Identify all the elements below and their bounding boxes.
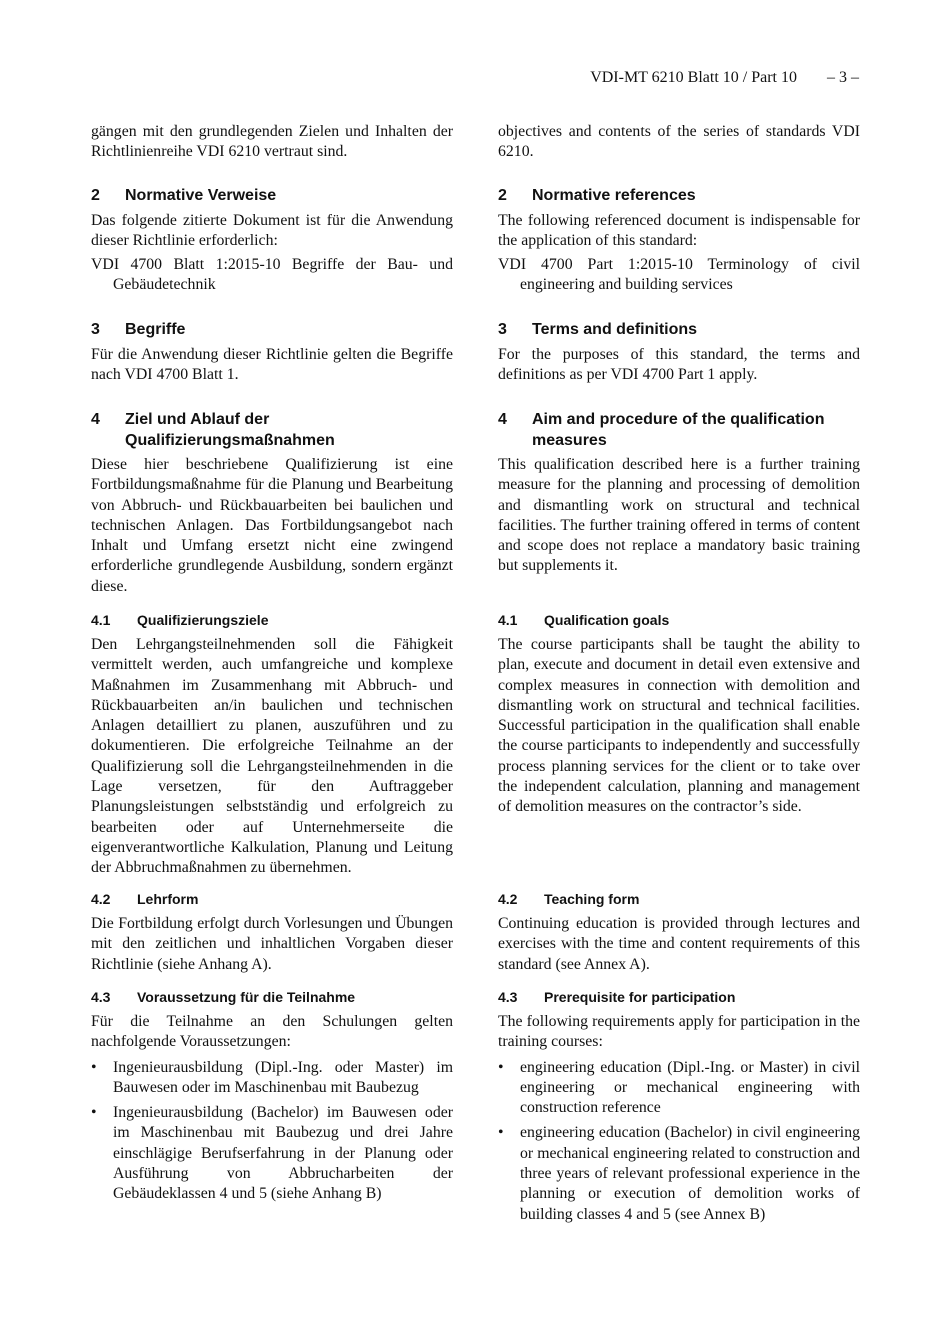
section-2 [498,186,860,296]
section-text: This qualification described here is a further training measure for the planning and processing of demolition and dismantling work on structural and technical facilities. The further training offered in terms of content and scope does not replace a mandatory basic training but supplements it. [498,456,860,575]
section-heading: 2 Normative references [498,187,696,204]
list-item: • engineering education (Bachelor) in civil engineering or mechanical engineering related to construction and three years of relevant professional experience in the planning or execution of demolition works of building classes 4 and 5 (see Annex B) [498,1124,860,1223]
section-text: Das folgende zitierte Dokument ist für die Anwendung dieser Richtlinie erforderlich: [91,211,453,249]
intro-paragraph: objectives and contents of the series of standards VDI 6210. [498,123,860,161]
section-4-1 [498,611,860,818]
section-heading: 4 Aim and procedure of the qualification measures [498,411,825,449]
reference-item: VDI 4700 Part 1:2015-10 Terminology of civil engineering and building services [498,256,860,294]
section-4 [91,410,453,597]
subsection-heading: 4.2 Teaching form [498,891,640,907]
subsection-heading: 4.2 Lehrform [91,891,199,907]
section-text: The course participants shall be taught the ability to plan, execute and document in detail even extensive and complex measures in connection with demolition and dismantling work on structural and technical facilities. Successful participation in the qualification shall enable the course participants to independently and successfully process planning services for the client or to take over the independent calculation, planning and management of demolition measures on the contractor’s side. [498,636,860,816]
page-header [590,68,859,88]
section-text: The following referenced document is indispensable for the application of this standard: [498,211,860,249]
subsection-heading: 4.3 Voraussetzung für die Teilnahme [91,989,356,1005]
section-text: Den Lehrgangsteilnehmenden soll die Fähigkeit vermittelt werden, auch umfangreiche und komplexe Maßnahmen im Zusammenhang mit Abbruch- und Rückbauarbeiten an/in baulichen und technischen Anlagen detailliert zu planen, auszuführen und zu dokumentieren. Die erfolgreiche Teilnahme an der Qualifizierung soll die Lehrgangsteilnehmenden in die Lage versetzen, für den Auftraggeber Planungsleistungen selbstständig und erfolgreich zu bearbeiten oder auf Unternehmerseite die eigenverantwortliche Kalkulation, Planung und Leitung der Abbruchmaßnahmen zu übernehmen. [91,636,453,877]
list-item: • Ingenieurausbildung (Bachelor) im Bauwesen oder im Maschinenbau mit Baubezug und drei Jahre einschlägige Berufserfahrung in der Planung oder Ausführung von Abbrucharbeiten der Gebäudeklassen 4 und 5 (siehe Anhang B) [91,1104,453,1203]
document-title: VDI-MT 6210 Blatt 10 / Part 10 [590,69,797,86]
reference-item: VDI 4700 Blatt 1:2015-10 Begriffe der Bau- und Gebäudetechnik [91,256,453,294]
section-text: Für die Anwendung dieser Richtlinie gelten die Begriffe nach VDI 4700 Blatt 1. [91,345,453,383]
subsection-heading: 4.3 Prerequisite for participation [498,989,736,1005]
section-4-3 [91,988,453,1205]
subsection-heading: 4.1 Qualifizierungsziele [91,612,269,628]
section-text: Continuing education is provided through lectures and exercises with the time and content requirements of this standard (see Annex A). [498,915,860,973]
list-item: • engineering education (Dipl.-Ing. or Master) in civil engineering or mechanical engineering with construction reference [498,1058,860,1117]
section-3 [498,320,860,385]
intro-paragraph: gängen mit den grundlegenden Zielen und Inhalten der Richtlinienreihe VDI 6210 vertraut sind. [91,123,453,161]
section-text: Diese hier beschriebene Qualifizierung ist eine Fortbildungsmaßnahme für die Planung und Bearbeitung von Abbruch- und Rückbauarbeiten bei baulichen und technischen Anlagen. Das Fortbildungsangebot nach Inhalt und Umfang ersetzt nicht eine zwingend erforderliche grundlegende Ausbildung, sondern ergänzt diese. [91,456,453,595]
section-text: Die Fortbildung erfolgt durch Vorlesungen und Übungen mit den zeitlichen und inhaltlichen Vorgaben dieser Richtlinie (siehe Anhang A). [91,915,453,973]
section-4 [498,410,860,577]
section-text: The following requirements apply for participation in the training courses: [498,1013,860,1051]
list-item: • Ingenieurausbildung (Dipl.-Ing. oder Master) im Bauwesen oder im Maschinenbau mit Baubezug [91,1058,453,1096]
section-text: Für die Teilnahme an den Schulungen gelten nachfolgende Voraussetzungen: [91,1013,453,1051]
subsection-heading: 4.1 Qualification goals [498,612,670,628]
section-4-1 [91,611,453,879]
section-text: For the purposes of this standard, the terms and definitions as per VDI 4700 Part 1 apply. [498,345,860,383]
section-4-2 [91,890,453,975]
section-heading: 3 Begriffe [91,321,186,338]
bullet-list [498,1058,860,1225]
section-heading: 4 Ziel und Ablauf der Qualifizierungsmaßnahmen [91,411,335,449]
section-2 [91,186,453,296]
bullet-list [91,1058,453,1205]
page-number: – 3 – [827,69,859,86]
section-heading: 3 Terms and definitions [498,321,698,338]
section-4-2 [498,890,860,975]
section-heading: 2 Normative Verweise [91,187,277,204]
section-3 [91,320,453,385]
section-4-3 [498,988,860,1225]
